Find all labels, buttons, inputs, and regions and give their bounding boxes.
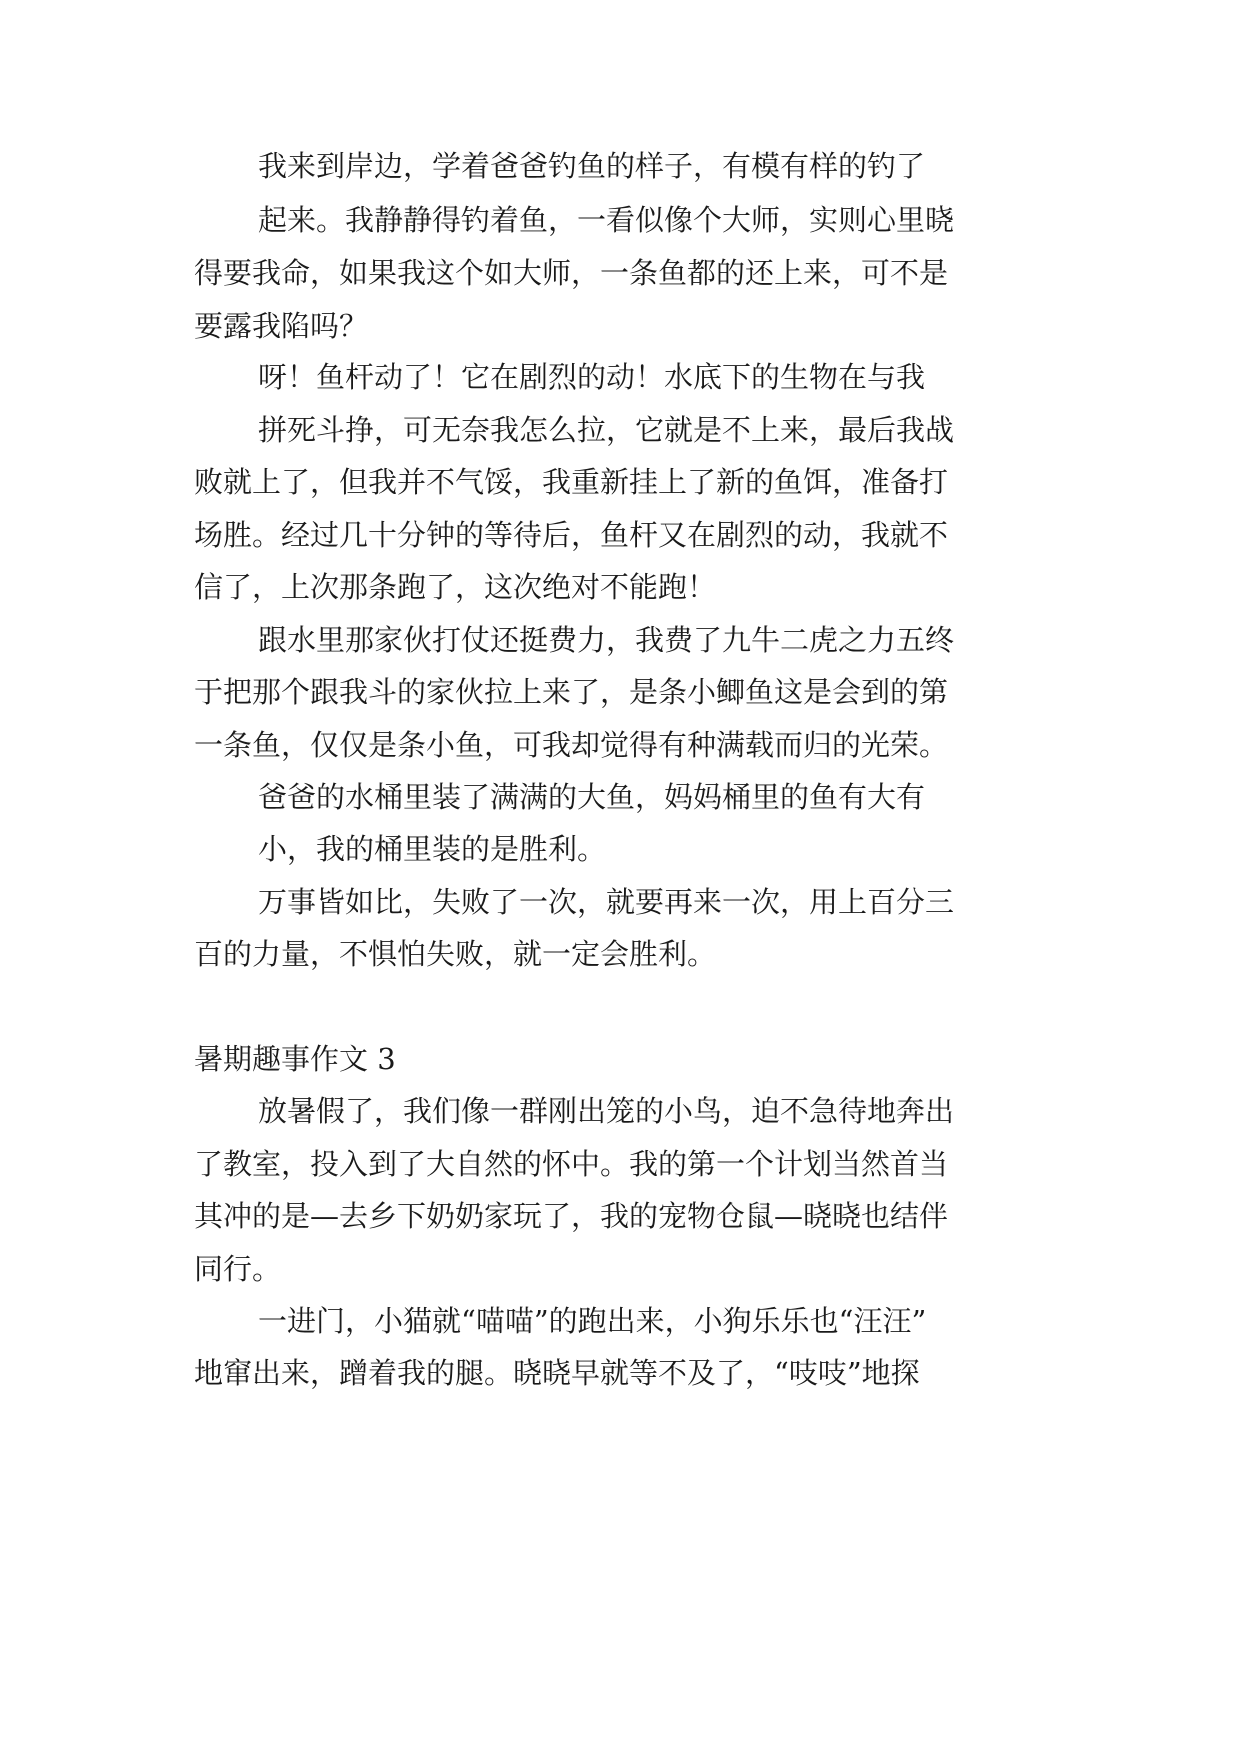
paragraph-line: 败就上了，但我并不气馁，我重新挂上了新的鱼饵，准备打 bbox=[194, 465, 949, 499]
paragraph-line: 一进门，小猫就“喵喵”的跑出来，小狗乐乐也“汪汪” bbox=[258, 1304, 927, 1338]
paragraph-line: 要露我陷吗？ bbox=[194, 309, 369, 343]
paragraph-line: 了教室，投入到了大自然的怀中。我的第一个计划当然首当 bbox=[194, 1147, 949, 1181]
paragraph-line: 于把那个跟我斗的家伙拉上来了，是条小鲫鱼这是会到的第 bbox=[194, 675, 949, 709]
paragraph-line: 一条鱼，仅仅是条小鱼，可我却觉得有种满载而归的光荣。 bbox=[194, 728, 949, 762]
paragraph-line: 百的力量，不惧怕失败，就一定会胜利。 bbox=[194, 937, 717, 971]
paragraph-line: 拼死斗挣，可无奈我怎么拉，它就是不上来，最后我战 bbox=[258, 413, 955, 447]
paragraph-line: 同行。 bbox=[194, 1252, 282, 1286]
paragraph-line: 呀！鱼杆动了！它在剧烈的动！水底下的生物在与我 bbox=[258, 360, 926, 394]
paragraph-line: 跟水里那家伙打仗还挺费力，我费了九牛二虎之力五终 bbox=[258, 623, 955, 657]
paragraph-line: 小，我的桶里装的是胜利。 bbox=[258, 832, 607, 866]
paragraph-line: 场胜。经过几十分钟的等待后，鱼杆又在剧烈的动，我就不 bbox=[194, 518, 949, 552]
paragraph-line: 放暑假了，我们像一群刚出笼的小鸟，迫不急待地奔出 bbox=[258, 1094, 955, 1128]
paragraph-line: 得要我命，如果我这个如大师，一条鱼都的还上来，可不是 bbox=[194, 256, 949, 290]
paragraph-line: 其冲的是—去乡下奶奶家玩了，我的宠物仓鼠—晓晓也结伴 bbox=[194, 1199, 949, 1233]
paragraph-line: 万事皆如比，失败了一次，就要再来一次，用上百分三 bbox=[258, 885, 955, 919]
paragraph-line: 地窜出来，蹭着我的腿。晓晓早就等不及了，“吱吱”地探 bbox=[194, 1356, 920, 1390]
article-title: 暑期趣事作文 3 bbox=[194, 1042, 396, 1076]
paragraph-line: 起来。我静静得钓着鱼，一看似像个大师，实则心里晓 bbox=[258, 203, 955, 237]
paragraph-line: 我来到岸边，学着爸爸钓鱼的样子，有模有样的钓了 bbox=[258, 149, 926, 183]
paragraph-line: 爸爸的水桶里装了满满的大鱼，妈妈桶里的鱼有大有 bbox=[258, 780, 926, 814]
paragraph-line: 信了，上次那条跑了，这次绝对不能跑！ bbox=[194, 570, 717, 604]
